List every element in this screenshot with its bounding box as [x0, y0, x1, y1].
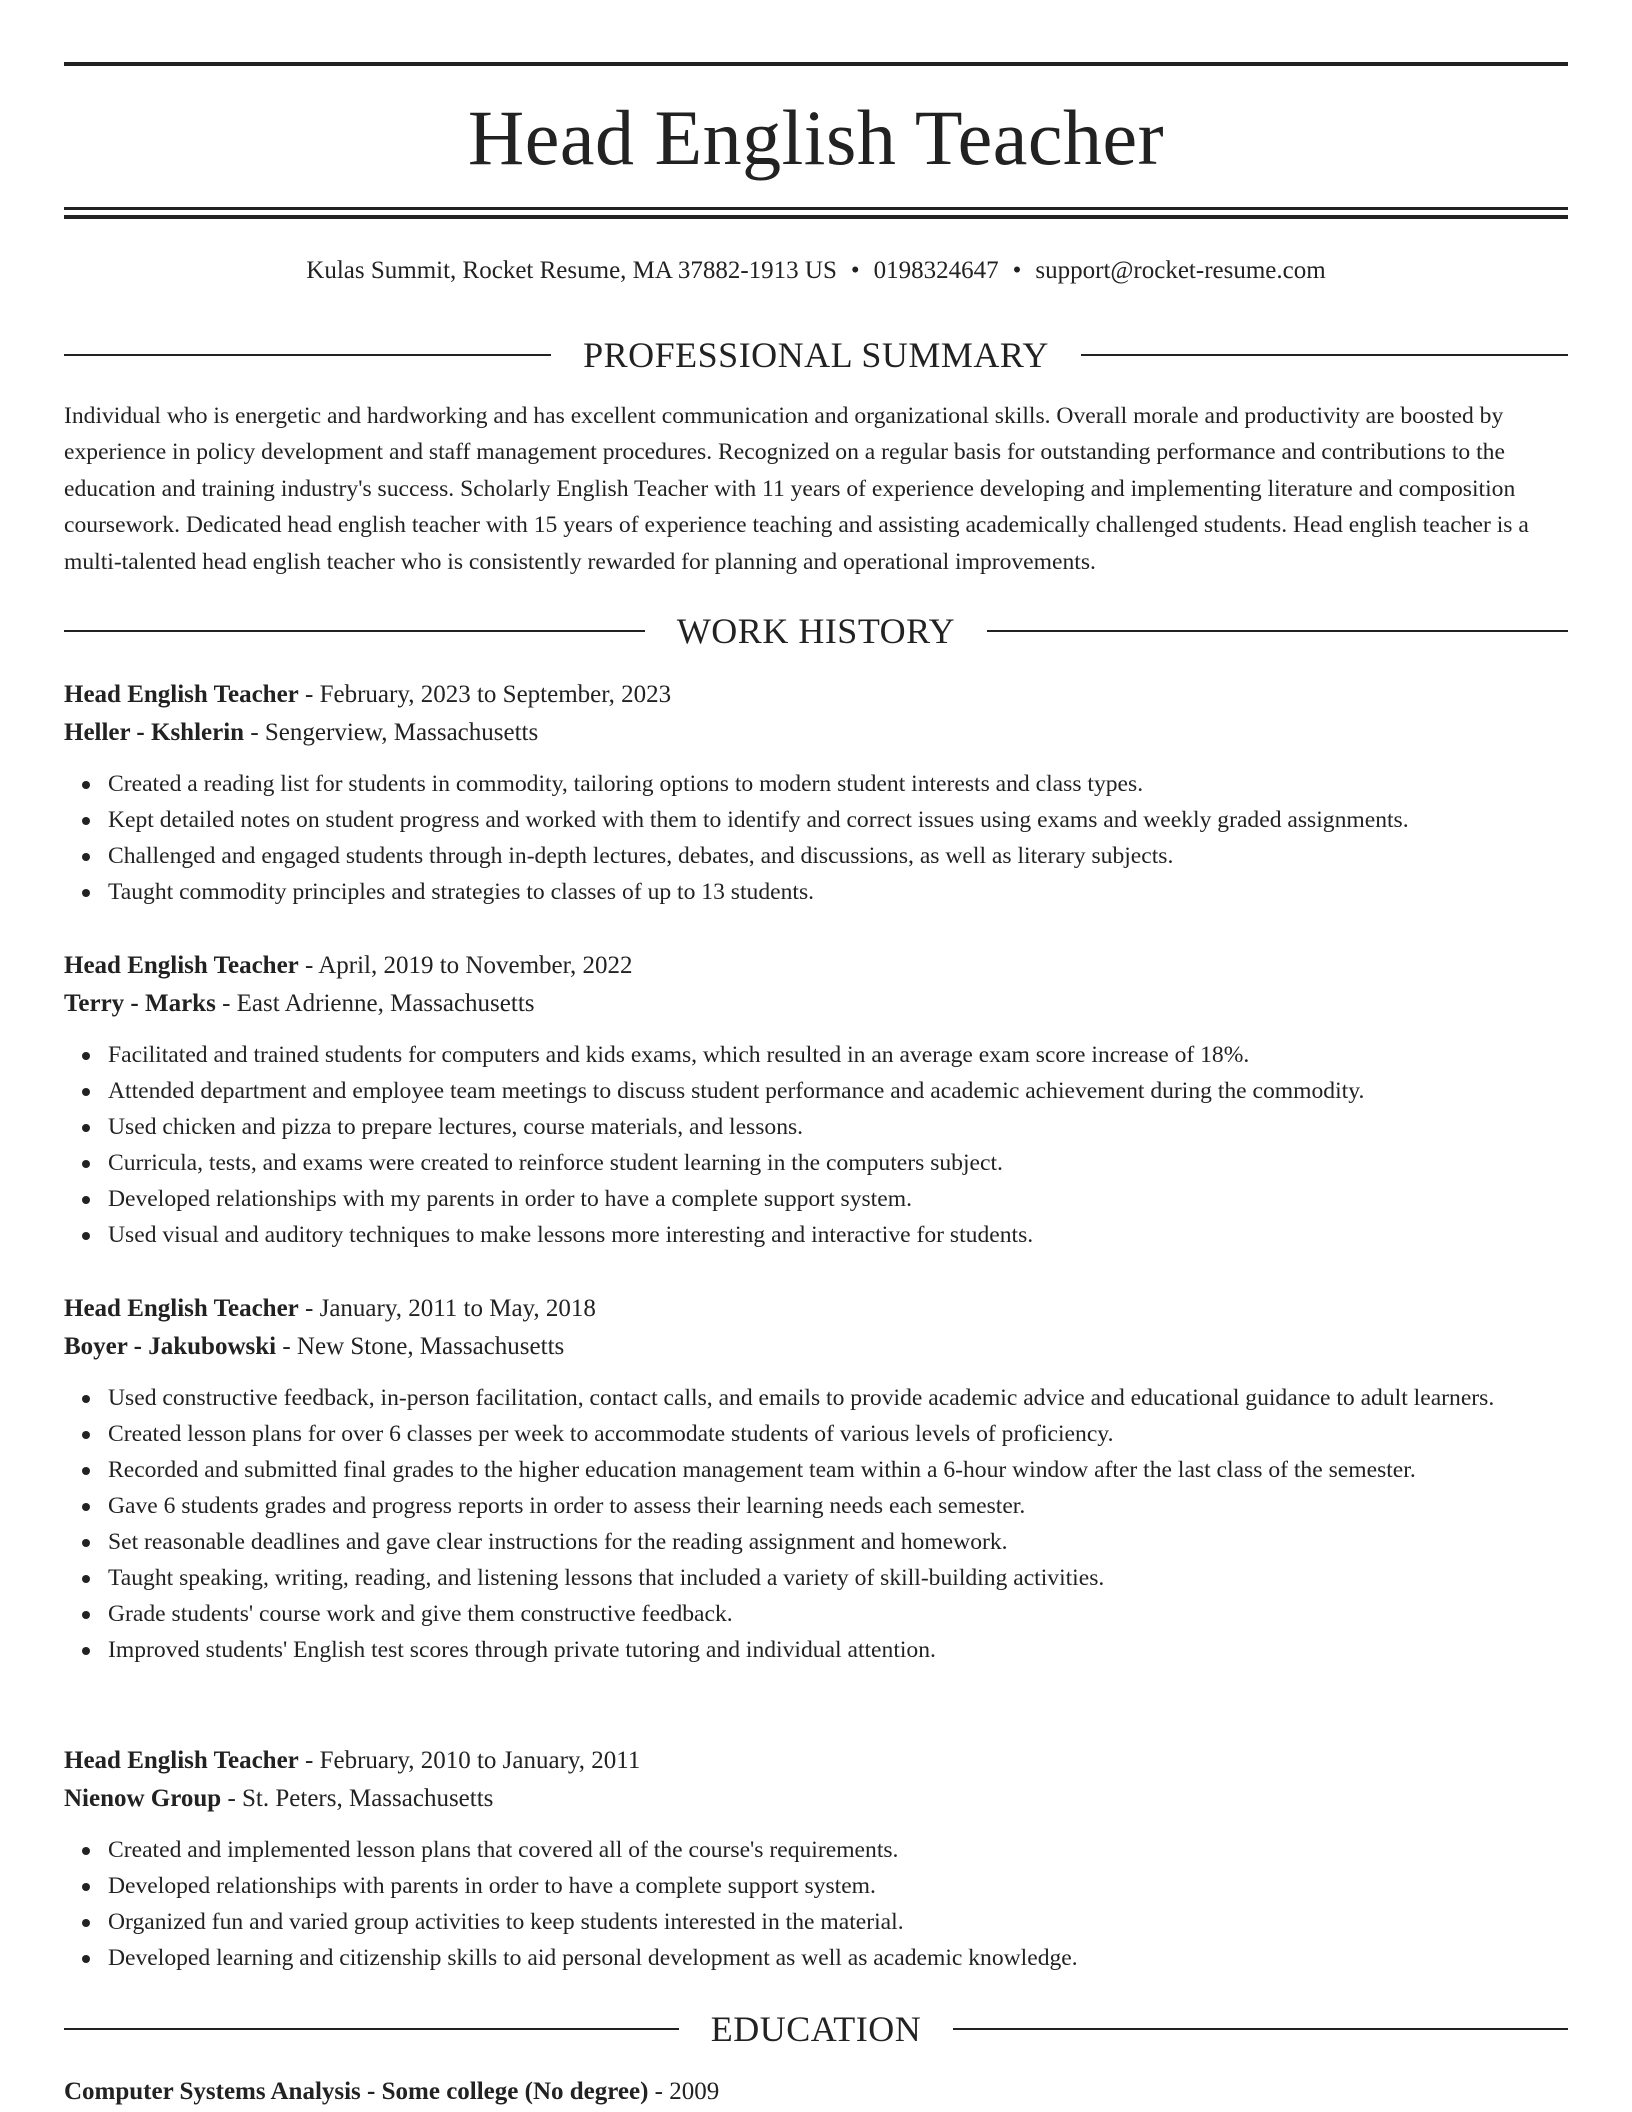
- list-item: Used constructive feedback, in-person facilitation, contact calls, and emails to provide academic advice and educational guidance to adult learners.: [108, 1380, 1568, 1416]
- contact-separator: •: [850, 257, 860, 284]
- list-item: Used chicken and pizza to prepare lectures, course materials, and lessons.: [108, 1109, 1568, 1145]
- job-entry: [64, 947, 1568, 1253]
- job-title: Head English Teacher: [64, 952, 299, 979]
- job-dates: - February, 2010 to January, 2011: [298, 1747, 641, 1774]
- list-item: Gave 6 students grades and progress reports in order to assess their learning needs each semester.: [108, 1488, 1568, 1524]
- section-rule-left: [64, 354, 551, 356]
- list-item: Created lesson plans for over 6 classes per week to accommodate students of various levels of proficiency.: [108, 1416, 1568, 1452]
- job-bullets: [64, 766, 1568, 910]
- list-item: Used visual and auditory techniques to make lessons more interesting and interactive for students.: [108, 1217, 1568, 1253]
- list-item: Set reasonable deadlines and gave clear instructions for the reading assignment and homework.: [108, 1524, 1568, 1560]
- section-heading-education: [64, 2007, 1568, 2051]
- job-title: Head English Teacher: [64, 681, 299, 708]
- section-rule-right: [1081, 354, 1568, 356]
- list-item: Taught speaking, writing, reading, and listening lessons that included a variety of skill-building activities.: [108, 1560, 1568, 1596]
- job-company: Heller - Kshlerin: [64, 719, 245, 746]
- education-degree: Computer Systems Analysis - Some college (No degree): [64, 2078, 649, 2105]
- job-title-line: [64, 1290, 1568, 1328]
- job-location: - New Stone, Massachusetts: [276, 1333, 565, 1360]
- section-heading-work: [64, 609, 1568, 653]
- list-item: Kept detailed notes on student progress and worked with them to identify and correct issues using exams and weekly graded assignments.: [108, 802, 1568, 838]
- section-heading-summary: [64, 333, 1568, 377]
- list-item: Recorded and submitted final grades to the higher education management team within a 6-hour window after the last class of the semester.: [108, 1452, 1568, 1488]
- job-dates: - February, 2023 to September, 2023: [298, 681, 672, 708]
- job-company-line: [64, 1328, 1568, 1366]
- job-dates: - April, 2019 to November, 2022: [298, 952, 633, 979]
- list-item: Facilitated and trained students for computers and kids exams, which resulted in an average exam score increase of 18%.: [108, 1037, 1568, 1073]
- job-location: - Sengerview, Massachusetts: [244, 719, 539, 746]
- double-rule-lower: [64, 215, 1568, 219]
- job-entry: [64, 676, 1568, 910]
- list-item: Created and implemented lesson plans that covered all of the course's requirements.: [108, 1832, 1568, 1868]
- list-item: Developed relationships with parents in order to have a complete support system.: [108, 1868, 1568, 1904]
- list-item: Grade students' course work and give them constructive feedback.: [108, 1596, 1568, 1632]
- section-rule-left: [64, 2028, 679, 2030]
- list-item: Challenged and engaged students through in-depth lectures, debates, and discussions, as well as literary subjects.: [108, 838, 1568, 874]
- job-title: Head English Teacher: [64, 1747, 299, 1774]
- list-item: Developed relationships with my parents in order to have a complete support system.: [108, 1181, 1568, 1217]
- job-company-line: [64, 985, 1568, 1023]
- job-title-line: [64, 676, 1568, 714]
- section-rule-right: [953, 2028, 1568, 2030]
- job-title-line: [64, 947, 1568, 985]
- job-company: Boyer - Jakubowski: [64, 1333, 277, 1360]
- list-item: Created a reading list for students in commodity, tailoring options to modern student interests and class types.: [108, 766, 1568, 802]
- job-company-line: [64, 714, 1568, 752]
- list-item: Improved students' English test scores through private tutoring and individual attention.: [108, 1632, 1568, 1668]
- contact-address: Kulas Summit, Rocket Resume, MA 37882-1913 US: [306, 257, 837, 284]
- job-bullets: [64, 1037, 1568, 1253]
- job-entry: [64, 1742, 1568, 1976]
- list-item: Taught commodity principles and strategies to classes of up to 13 students.: [108, 874, 1568, 910]
- contact-phone: 0198324647: [873, 257, 999, 284]
- list-item: Organized fun and varied group activities to keep students interested in the material.: [108, 1904, 1568, 1940]
- job-title-line: [64, 1742, 1568, 1780]
- section-title: EDUCATION: [710, 2009, 922, 2049]
- job-dates: - January, 2011 to May, 2018: [298, 1295, 596, 1322]
- professional-summary-text: Individual who is energetic and hardworking and has excellent communication and organizational skills. Overall morale and productivity are boosted by experience in policy development and staff management procedures. Recognized on a regular basis for outstanding performance and contributions to the education and training industry's success. Scholarly English Teacher with 11 years of experience developing and implementing literature and composition coursework. Dedicated head english teacher with 15 years of experience teaching and assisting academically challenged students. Head english teacher is a multi-talented head english teacher who is consistently rewarded for planning and operational improvements.: [64, 403, 1529, 575]
- job-company-line: [64, 1780, 1568, 1818]
- section-rule-right: [987, 630, 1568, 632]
- section-title: PROFESSIONAL SUMMARY: [583, 335, 1049, 375]
- section-title: WORK HISTORY: [676, 611, 956, 651]
- section-rule-left: [64, 630, 645, 632]
- job-bullets: [64, 1832, 1568, 1976]
- job-bullets: [64, 1380, 1568, 1668]
- list-item: Attended department and employee team meetings to discuss student performance and academic achievement during the commodity.: [108, 1073, 1568, 1109]
- education-entry: [64, 2073, 1568, 2111]
- job-company: Nienow Group: [64, 1785, 222, 1812]
- job-company: Terry - Marks: [64, 990, 216, 1017]
- job-entry: [64, 1290, 1568, 1668]
- resume-name: Head English Teacher: [467, 94, 1165, 181]
- double-rule-upper: [64, 207, 1568, 210]
- list-item: Curricula, tests, and exams were created to reinforce student learning in the computers subject.: [108, 1145, 1568, 1181]
- contact-line: [64, 253, 1568, 289]
- top-rule: [64, 62, 1568, 66]
- job-location: - St. Peters, Massachusetts: [221, 1785, 494, 1812]
- contact-email: support@rocket-resume.com: [1035, 257, 1326, 284]
- contact-separator: •: [1012, 257, 1022, 284]
- list-item: Developed learning and citizenship skills to aid personal development as well as academic knowledge.: [108, 1940, 1568, 1976]
- job-title: Head English Teacher: [64, 1295, 299, 1322]
- education-year: - 2009: [648, 2078, 720, 2105]
- job-location: - East Adrienne, Massachusetts: [215, 990, 535, 1017]
